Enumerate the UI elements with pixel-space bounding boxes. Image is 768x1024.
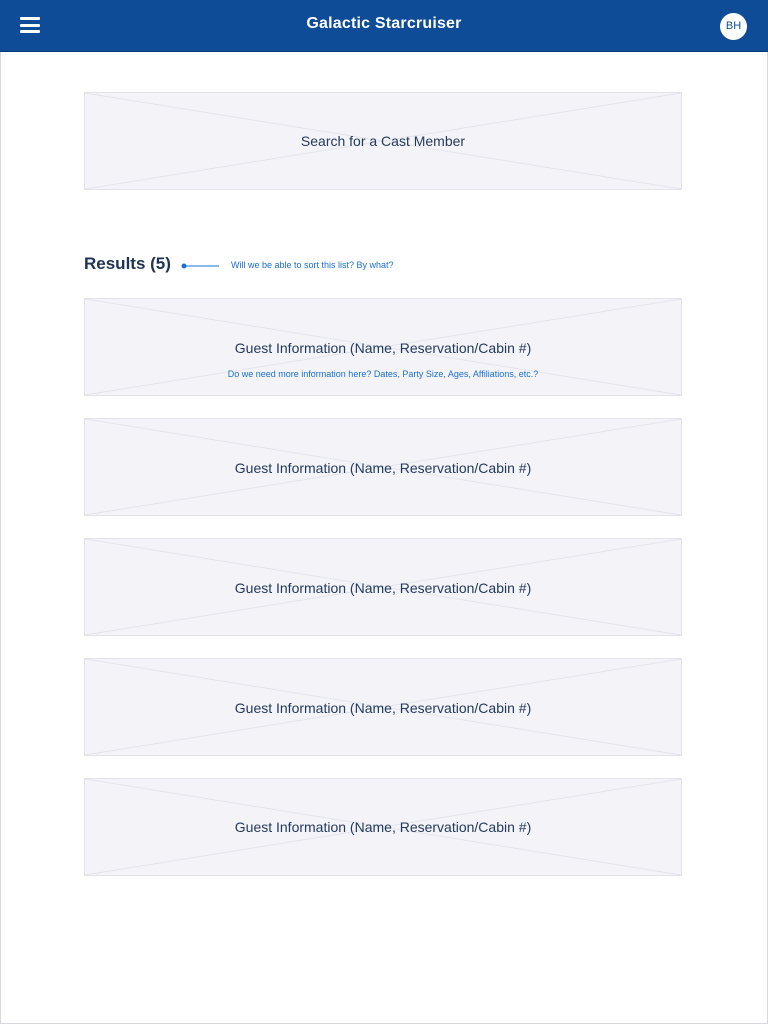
guest-info-annotation: Do we need more information here? Dates, Party Size, Ages, Affiliations, etc.? — [227, 369, 539, 379]
guest-result-card[interactable] — [84, 658, 682, 756]
annotation-connector — [180, 260, 222, 272]
guest-info-label: Guest Information (Name, Reservation/Cabin #) — [234, 819, 532, 835]
guest-result-card[interactable] — [84, 418, 682, 516]
guest-result-card[interactable] — [84, 298, 682, 396]
app-title: Galactic Starcruiser — [306, 15, 462, 32]
cast-member-search[interactable] — [84, 92, 682, 190]
search-label: Search for a Cast Member — [300, 133, 466, 149]
guest-result-card[interactable] — [84, 538, 682, 636]
top-app-bar — [0, 0, 768, 52]
results-annotation: Will we be able to sort this list? By what? — [231, 260, 394, 270]
guest-info-label: Guest Information (Name, Reservation/Cabin #) — [234, 340, 532, 356]
results-heading: Results (5) — [84, 254, 171, 273]
guest-info-label: Guest Information (Name, Reservation/Cabin #) — [234, 580, 532, 596]
guest-info-label: Guest Information (Name, Reservation/Cabin #) — [234, 460, 532, 476]
guest-result-card[interactable] — [84, 778, 682, 876]
guest-info-label: Guest Information (Name, Reservation/Cabin #) — [234, 700, 532, 716]
user-avatar[interactable]: BH — [720, 13, 747, 40]
